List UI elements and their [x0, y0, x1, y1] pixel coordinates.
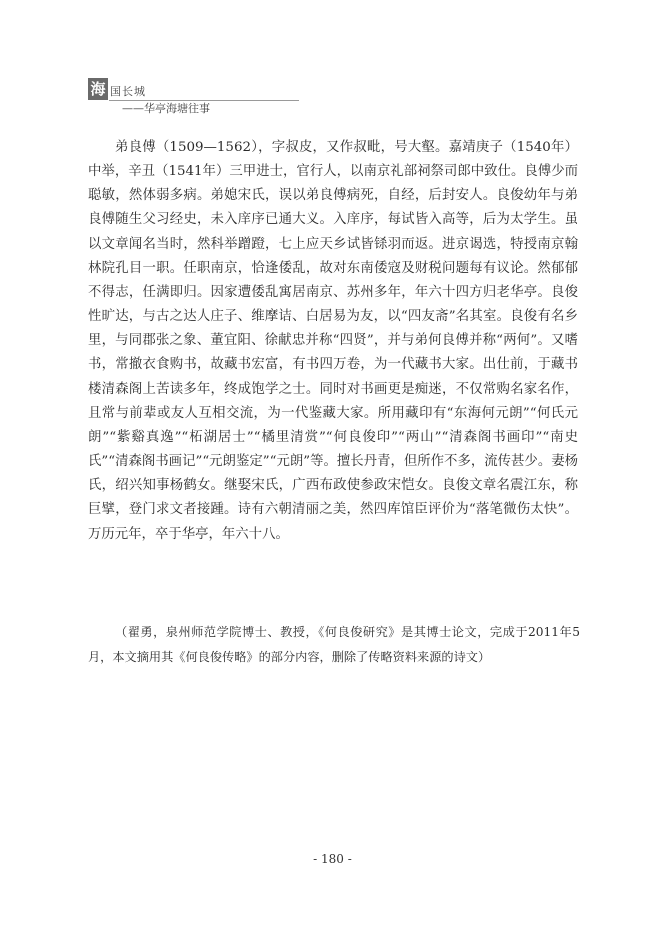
- chapter-subtitle: ——华亭海塘往事: [122, 102, 210, 115]
- author-note: （翟勇，泉州师范学院博士、教授，《何良俊研究》是其博士论文，完成于2011年5月，本文摘用其《何良俊传略》的部分内容，删除了传略资料来源的诗文）: [88, 625, 580, 664]
- biography-paragraph: 弟良傅（1509—1562），字叔皮，又作叔毗，号大壑。嘉靖庚子（1540年）中举，辛丑（1541年）三甲进士，官行人，以南京礼部祠祭司郎中致仕。良傅少而聪敏，然体弱多病。弟媳宋氏，误以弟良傅病死，自经，后封安人。良俊幼年与弟良傅随生父习经史，未入庠序已通大义。入庠序，每试皆入高等，后为太学生。虽以文章闻名当时，然科举蹭蹬，七上应天乡试皆铩羽而返。进京谒选，特授南京翰林院孔目一职。任职南京，恰逢倭乱，故对东南倭寇及财税问题每有议论。然郁郁不得志，任满即归。因家遭倭乱寓居南京、苏州多年，年六十四方归老华亭。良俊性旷达，与古之达人庄子、维摩诘、白居易为友，以“四友斋”名其室。良俊有名乡里，与同郡张之象、董宜阳、徐献忠并称“四贤”，并与弟何良傅并称“两何”。又嗜书，常撤衣食购书，故藏书宏富，有书四万卷，为一代藏书大家。出仕前，于藏书楼清森阁上苦读多年，终成饱学之士。同时对书画更是痴迷，不仅常购名家名作，且常与前辈或友人互相交流，为一代鉴藏大家。所用藏印有“东海何元朗”“何氏元朗”“紫谿真逸”“柘湖居士”“橘里清赏”“何良俊印”“两山”“清森阁书画印”“南史氏”“清森阁书画记”“元朗鉴定”“元朗”等。擅长丹青，但所作不多，流传甚少。妻杨氏，绍兴知事杨鹤女。继娶宋氏，广西布政使参政宋恺女。良俊文章名震江东，称巨擘，登门求文者接踵。诗有六朝清丽之美，然四库馆臣评价为“落笔微伤太快”。万历元年，卒于华亭，年六十八。: [88, 140, 578, 542]
- book-logo: 海: [88, 78, 108, 100]
- series-title: 国长城: [110, 85, 146, 98]
- page-number: - 180 -: [313, 852, 352, 866]
- running-header: [88, 78, 308, 128]
